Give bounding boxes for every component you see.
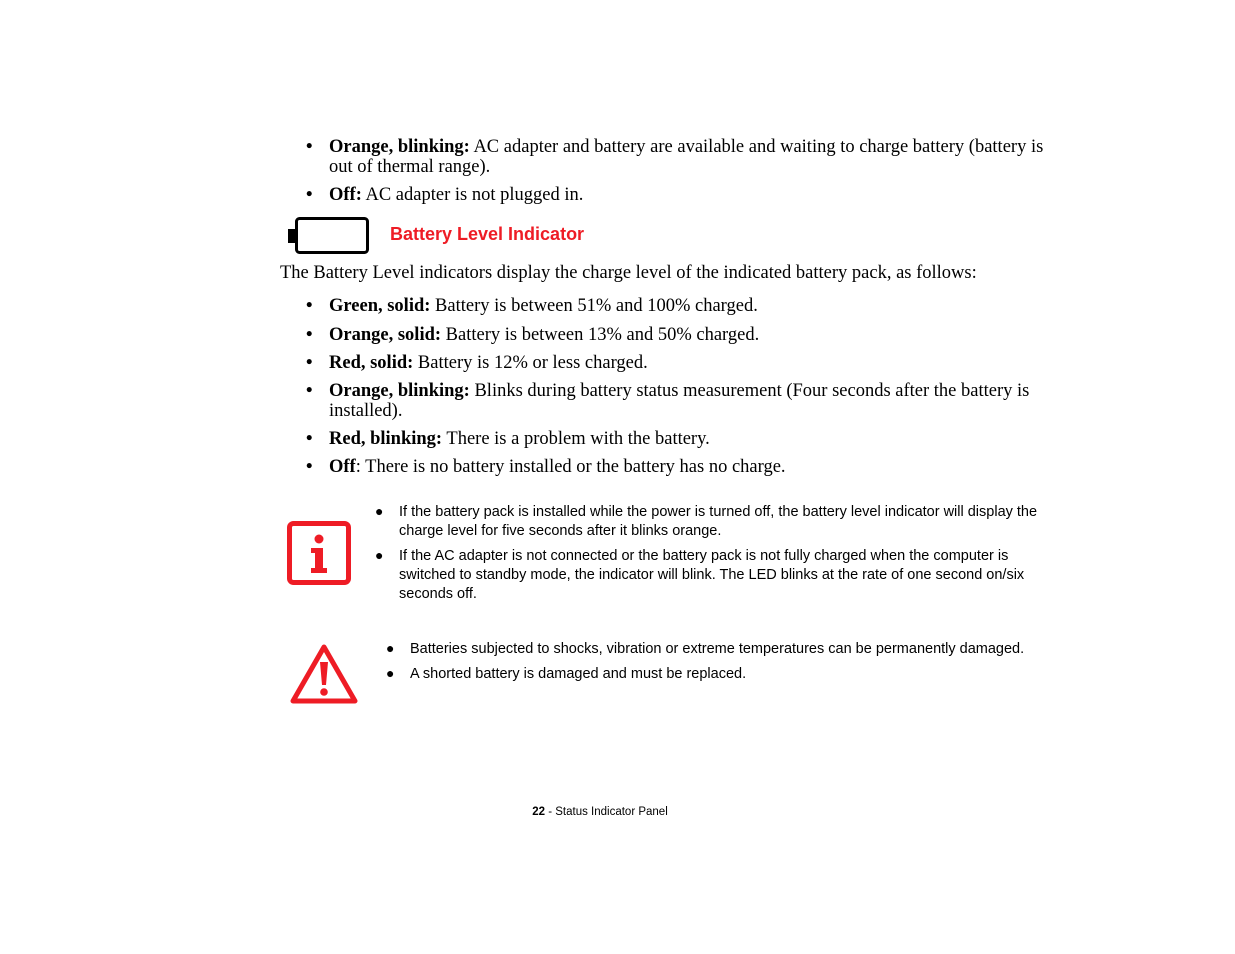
note-text: If the AC adapter is not connected or the battery pack is not fully charged when the computer is switched to standby mode, the indicator will blink. The LED blinks at the rate of one second on/six seconds off. <box>399 548 1025 602</box>
list-item <box>306 381 1056 421</box>
bullet-term: Red, blinking: <box>329 429 443 449</box>
bullet-text: AC adapter and battery are available and waiting to charge battery (battery is out of thermal range). <box>329 137 1044 177</box>
info-icon <box>287 521 351 585</box>
bullet-text: Battery is between 51% and 100% charged. <box>430 296 758 316</box>
list-item <box>306 429 1056 449</box>
bullet-term: Off <box>329 457 356 477</box>
bullet-text: Battery is between 13% and 50% charged. <box>441 325 760 345</box>
list-item <box>386 665 1026 684</box>
note-text: If the battery pack is installed while the power is turned off, the battery level indicator will display the charge level for five seconds after it blinks orange. <box>399 504 1038 539</box>
list-item <box>306 325 1056 345</box>
footer-section-title: Status Indicator Panel <box>555 806 668 818</box>
bullet-dot: • <box>306 353 313 373</box>
list-item <box>306 137 1056 177</box>
bullet-text: : There is no battery installed or the battery has no charge. <box>355 457 786 477</box>
list-item <box>306 185 1056 205</box>
footer-separator: - <box>545 806 556 818</box>
note-text: Batteries subjected to shocks, vibration or extreme temperatures can be permanently damaged. <box>410 641 1025 657</box>
list-item <box>306 296 1056 316</box>
bullet-dot: ● <box>375 547 384 563</box>
bullet-term: Orange, blinking: <box>329 381 470 401</box>
bullet-term: Orange, solid: <box>329 325 442 345</box>
info-note-list <box>375 503 1060 604</box>
battery-level-list <box>306 296 1056 477</box>
note-text: A shorted battery is damaged and must be replaced. <box>410 666 747 682</box>
list-item <box>375 503 1060 541</box>
section-heading: Battery Level Indicator <box>390 224 585 244</box>
list-item <box>386 640 1026 659</box>
bullet-dot: • <box>306 457 313 477</box>
bullet-dot: • <box>306 325 313 345</box>
bullet-term: Off: <box>329 185 362 205</box>
bullet-term: Orange, blinking: <box>329 137 470 157</box>
bullet-dot: • <box>306 429 313 449</box>
bullet-dot: ● <box>386 640 395 656</box>
warning-note-list <box>386 640 1026 684</box>
list-item <box>306 353 1056 373</box>
list-item <box>306 457 1056 477</box>
page-number: 22 <box>532 806 546 818</box>
battery-icon <box>287 217 371 255</box>
bullet-text: AC adapter is not plugged in. <box>361 185 584 205</box>
bullet-dot: ● <box>386 665 395 681</box>
bullet-text: Blinks during battery status measurement (Four seconds after the battery is installed). <box>329 381 1030 421</box>
intro-paragraph: The Battery Level indicators display the charge level of the indicated battery pack, as follows: <box>280 263 977 283</box>
bullet-text: Battery is 12% or less charged. <box>413 353 648 373</box>
bullet-text: There is a problem with the battery. <box>442 429 710 449</box>
bullet-dot: • <box>306 185 313 205</box>
warning-icon <box>290 643 358 705</box>
bullet-term: Green, solid: <box>329 296 431 316</box>
bullet-term: Red, solid: <box>329 353 414 373</box>
bullet-dot: ● <box>375 503 384 519</box>
bullet-dot: • <box>306 381 313 401</box>
list-item <box>375 547 1060 604</box>
bullet-dot: • <box>306 296 313 316</box>
status-bullet-list <box>306 137 1056 205</box>
page-footer <box>0 806 1200 818</box>
bullet-dot: • <box>306 137 313 157</box>
